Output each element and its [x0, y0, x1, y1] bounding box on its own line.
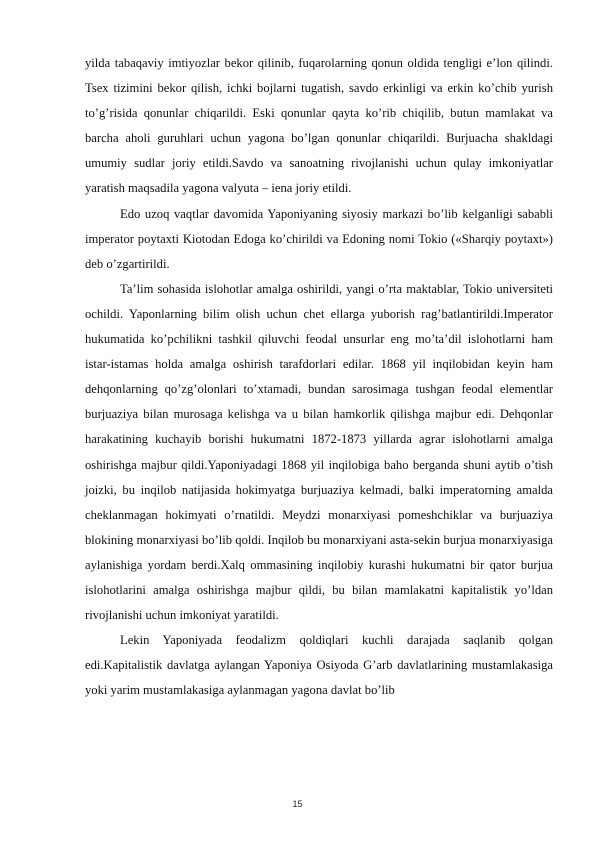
paragraph-4: Lekin Yaponiyada feodalizm qoldiqlari kuchli darajada saqlanib qolgan edi.Kapitalistik davlatga aylangan Yaponiya Osiyoda G’arb davlatlarining mustamlakasiga yoki yarim mustamlakasiga aylanmagan yagona davlat bo’lib: [85, 633, 553, 698]
paragraph-1: yilda tabaqaviy imtiyozlar bekor qilinib, fuqarolarning qonun oldida tengligi e’lon qilindi. Tsex tizimini bekor qilish, ichki bojlarni tugatish, savdo erkinligi va erkin ko’chib yurish to’g’risida qonunlar chiqarildi. Eski qonunlar qayta ko’rib chiqilib, butun mamlakat va barcha aholi guruhlari uchun yagona bo’lgan qonunlar chiqarildi. Burjuacha shakldagi umumiy sudlar joriy etildi.Savdo va sanoatning rivojlanishi uchun qulay imkoniyatlar yaratish maqsadila yagona valyuta – iena joriy etildi.: [85, 56, 553, 196]
body-text: [85, 51, 553, 703]
paragraph-3: Ta’lim sohasida islohotlar amalga oshirildi, yangi o’rta maktablar, Tokio universiteti ochildi. Yaponlarning bilim olish uchun chet ellarga yuborish rag’batlantirildi.Imperator hukumatida ko’pchilikni tashkil qiluvchi feodal unsurlar eng mo’ta’dil islohotlarni ham istar-istamas holda amalga oshirish tarafdorlari edilar. 1868 yil inqilobidan keyin ham dehqonlarning qo’zg’olonlari to’xtamadi, bundan sarosimaga tushgan feodal elementlar burjuaziya bilan murosaga kelishga va u bilan hamkorlik qilishga majbur edi. Dehqonlar harakatining kuchayib borishi hukumatni 1872-1873 yillarda agrar islohotlarni amalga oshirishga majbur qildi.Yaponiyadagi 1868 yil inqilobiga baho berganda shuni aytib o’tish joizki, bu inqilob natijasida hokimyatga burjuaziya kelmadi, balki imperatorning amalda cheklanmagan hokimyati o’rnatildi. Meydzi monarxiyasi pomeshchiklar va burjuaziya blokining monarxiyasi bo’lib qoldi. Inqilob bu monarxiyani asta-sekin burjua monarxiyasiga aylanishiga yordam berdi.Xalq ommasining inqilobiy kurashi hukumatni bir qator burjua islohotlarini amalga oshirishga majbur qildi, bu bilan mamlakatni kapitalistik yo’ldan rivojlanishi uchun imkoniyat yaratildi.: [85, 281, 553, 623]
page-number: 15: [292, 799, 303, 809]
paragraph-2: Edo uzoq vaqtlar davomida Yaponiyaning siyosiy markazi bo’lib kelganligi sababli imperator poytaxti Kiotodan Edoga ko’chirildi va Edoning nomi Tokio («Sharqiy poytaxt») deb o’zgartirildi.: [85, 206, 553, 271]
